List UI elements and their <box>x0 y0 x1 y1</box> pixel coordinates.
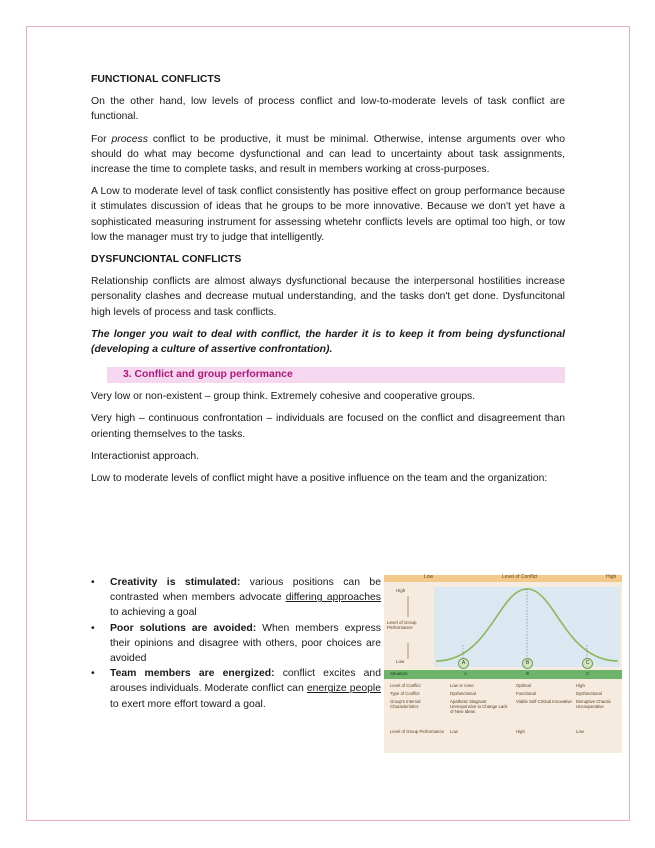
document-body <box>91 72 565 493</box>
section3-paragraph-4: Low to moderate levels of conflict might have a positive influence on the team and the organization: <box>91 473 548 485</box>
y-axis-label: Level of Group Performance <box>387 620 417 630</box>
benefits-list <box>91 575 381 712</box>
situation-row: Situation A B C <box>384 670 622 679</box>
dysfunctional-heading: DYSFUNCIONTAL CONFLICTS <box>91 254 242 266</box>
functional-paragraph-3: A Low to moderate level of task conflict consistently has positive effect on group performance because it stimulates discussion of ideas that he groups to be more innovative. Because we don't yet have a sophisticated measuring instrument for assessing whetehr conflicts levels are optimal too high, or tow low the manager must try to judge that intelligently. <box>91 186 565 243</box>
section3-paragraph-3: Interactionist approach. <box>91 450 200 462</box>
list-item: • Team members are energized: conflict excites and arouses individuals. Moderate conflict can energize people to exert more effort toward a goal. <box>91 668 381 710</box>
conflict-level-bar: Low Level of Conflict High <box>384 575 622 582</box>
dysfunctional-paragraph-1: Relationship conflicts are almost always dysfunctional because the interpersonal hostilities increase personality clashes and decrease mutual understanding, and the tasks don't get done. Dysfuncitonal high levels of process and task conflicts. <box>91 276 565 318</box>
conflict-performance-figure: Low Level of Conflict High High Level of Group Performance Low A B C Situation A B C Level of Conflict Low or none Optimal High Type of Conflict Dysfunctional Functional Dysfunctional Group's Internal Characteristics Apathetic Stagnant Unresponsive to Change Lack of New Ideas Viable Self-Critical Innovative Disruptive Chaotic Uncooperative Level of Group Performance Low High Low <box>384 575 622 753</box>
process-emphasis: process <box>111 133 148 145</box>
list-item: • Poor solutions are avoided: When members express their opinions and disagree with others, poor choices are avoided <box>91 622 381 665</box>
section3-paragraph-1: Very low or non-existent – group think. Extremely cohesive and cooperative groups. <box>91 391 476 403</box>
point-c: C <box>582 658 593 669</box>
differing-approaches-link[interactable]: differing approaches <box>285 592 381 604</box>
point-b: B <box>522 658 533 669</box>
energize-people-link[interactable]: energize people <box>306 683 381 695</box>
section-3-heading: 3. Conflict and group performance <box>107 367 565 383</box>
functional-heading: FUNCTIONAL CONFLICTS <box>91 74 221 85</box>
dysfunctional-quote: The longer you wait to deal with conflict, the harder it is to keep it from being dysfunctional (developing a culture of assertive confrontation). <box>91 328 565 356</box>
point-a: A <box>458 658 469 669</box>
functional-paragraph-2: For process conflict to be productive, it must be minimal. Otherwise, intense arguments over who should do what may become dysfunctional and can lead to uncertainty about task assignments, increase the time to complete tasks, and result in members working at cross-purposes. <box>91 133 565 176</box>
functional-paragraph-1: On the other hand, low levels of process conflict and low-to-moderate levels of task conflict are functional. <box>91 96 565 123</box>
list-item: • Creativity is stimulated: various positions can be contrasted when members advocate differing approaches to achieving a goal <box>91 577 381 619</box>
section3-paragraph-2: Very high – continuous confrontation – individuals are focused on the conflict and disagreement than orienting themselves to the tasks. <box>91 413 565 440</box>
